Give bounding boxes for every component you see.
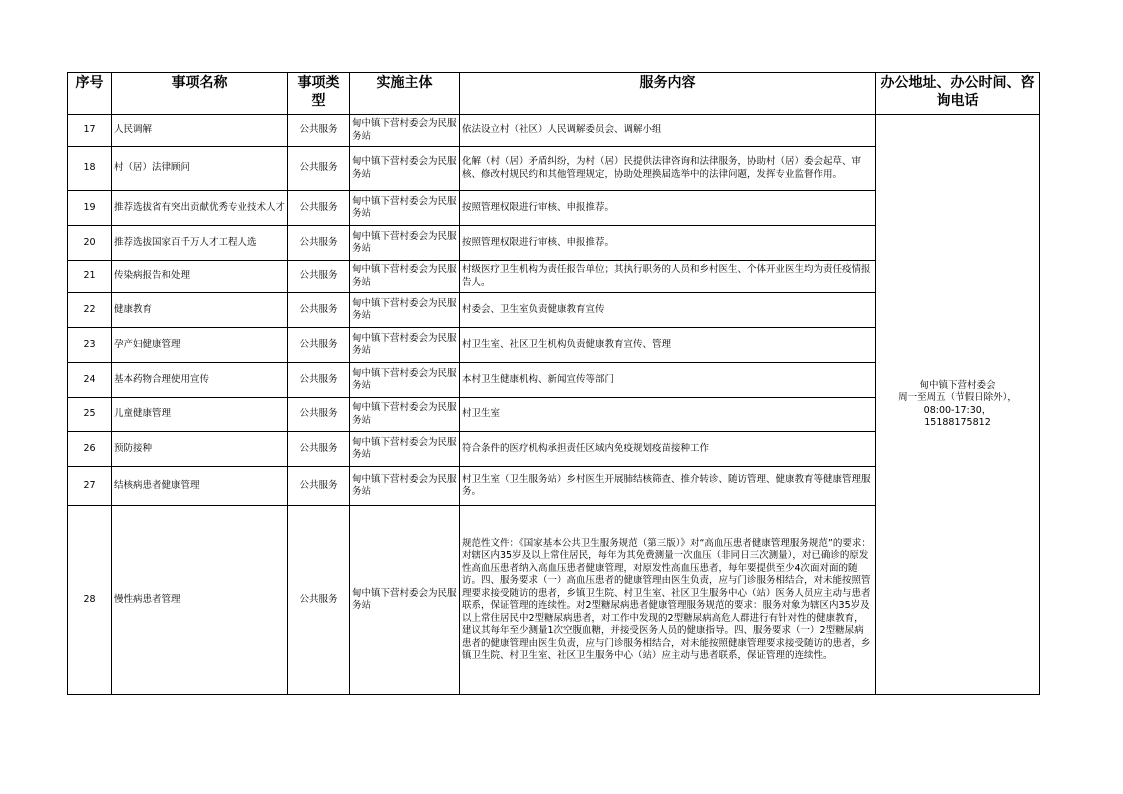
row-idx: 18 xyxy=(68,147,112,191)
row-subject: 甸中镇下营村委会为民服务站 xyxy=(350,261,460,293)
row-subject: 甸中镇下营村委会为民服务站 xyxy=(350,432,460,467)
row-name: 儿童健康管理 xyxy=(112,398,288,432)
row-content: 村卫生室（卫生服务站）乡村医生开展肺结核筛查、推介转诊、随访管理、健康教育等健康管理服务。 xyxy=(460,467,876,506)
row-content: 村级医疗卫生机构为责任报告单位；其执行职务的人员和乡村医生、个体开业医生均为责任疫情报告人。 xyxy=(460,261,876,293)
row-idx: 23 xyxy=(68,328,112,363)
row-idx: 27 xyxy=(68,467,112,506)
row-type: 公共服务 xyxy=(288,147,350,191)
row-type: 公共服务 xyxy=(288,115,350,147)
row-content: 村委会、卫生室负责健康教育宣传 xyxy=(460,293,876,328)
contact-address: 甸中镇下营村委会 xyxy=(919,379,996,391)
row-type: 公共服务 xyxy=(288,467,350,506)
header-content: 服务内容 xyxy=(460,73,876,115)
header-contact: 办公地址、办公时间、咨询电话 xyxy=(876,73,1040,115)
row-type: 公共服务 xyxy=(288,191,350,226)
row-name: 慢性病患者管理 xyxy=(112,506,288,695)
row-name: 传染病报告和处理 xyxy=(112,261,288,293)
table-row xyxy=(68,115,1040,147)
header-row xyxy=(68,73,1040,115)
row-name: 孕产妇健康管理 xyxy=(112,328,288,363)
row-content: 按照管理权限进行审核、申报推荐。 xyxy=(460,226,876,261)
row-content: 村卫生室、社区卫生机构负责健康教育宣传、管理 xyxy=(460,328,876,363)
row-name: 推荐选拔国家百千万人才工程人选 xyxy=(112,226,288,261)
row-subject: 甸中镇下营村委会为民服务站 xyxy=(350,506,460,695)
row-content: 村卫生室 xyxy=(460,398,876,432)
row-idx: 28 xyxy=(68,506,112,695)
row-content: 按照管理权限进行审核、申报推荐。 xyxy=(460,191,876,226)
row-type: 公共服务 xyxy=(288,506,350,695)
row-subject: 甸中镇下营村委会为民服务站 xyxy=(350,226,460,261)
row-name: 村（居）法律顾问 xyxy=(112,147,288,191)
row-idx: 26 xyxy=(68,432,112,467)
row-name: 推荐选拔省有突出贡献优秀专业技术人才 xyxy=(112,191,288,226)
row-idx: 22 xyxy=(68,293,112,328)
row-name: 基本药物合理使用宣传 xyxy=(112,363,288,398)
row-idx: 17 xyxy=(68,115,112,147)
row-subject: 甸中镇下营村委会为民服务站 xyxy=(350,191,460,226)
row-subject: 甸中镇下营村委会为民服务站 xyxy=(350,115,460,147)
row-name: 人民调解 xyxy=(112,115,288,147)
row-idx: 19 xyxy=(68,191,112,226)
row-content: 依法设立村（社区）人民调解委员会、调解小组 xyxy=(460,115,876,147)
service-items-table xyxy=(67,72,1040,695)
header-idx: 序号 xyxy=(68,73,112,115)
row-content: 规范性文件：《国家基本公共卫生服务规范（第三版）》对“高血压患者健康管理服务规范”的要求：对辖区内35岁及以上常住居民，每年为其免费测量一次血压（非同日三次测量），对已确诊的原发性高血压患者纳入高血压患者健康管理，对原发性高血压患者，每年要提供至少4次面对面的随访。四、服务要求（一）高血压患者的健康管理由医生负责，应与门诊服务相结合，对未能按照管理要求接受随访的患者，乡镇卫生院、村卫生室、社区卫生服务中心（站）医务人员应主动与患者联系，保证管理的连续性。对2型糖尿病患者健康管理服务规范的要求：服务对象为辖区内35岁及以上常住居民中2型糖尿病患者，对工作中发现的2型糖尿病高危人群进行有针对性的健康教育，建议其每年至少测量1次空腹血糖，并接受医务人员的健康指导。四、服务要求（一）2型糖尿病患者的健康管理由医生负责，应与门诊服务相结合，对未能按照健康管理要求接受随访的患者，乡镇卫生院、村卫生室、社区卫生服务中心（站）应主动与患者联系，保证管理的连续性。 xyxy=(460,506,876,695)
row-type: 公共服务 xyxy=(288,226,350,261)
header-name: 事项名称 xyxy=(112,73,288,115)
row-type: 公共服务 xyxy=(288,432,350,467)
contact-time: 08:00-17:30， xyxy=(923,404,992,416)
row-content: 符合条件的医疗机构承担责任区域内免疫规划疫苗接种工作 xyxy=(460,432,876,467)
row-idx: 25 xyxy=(68,398,112,432)
row-subject: 甸中镇下营村委会为民服务站 xyxy=(350,363,460,398)
row-idx: 20 xyxy=(68,226,112,261)
row-subject: 甸中镇下营村委会为民服务站 xyxy=(350,147,460,191)
row-type: 公共服务 xyxy=(288,261,350,293)
row-subject: 甸中镇下营村委会为民服务站 xyxy=(350,293,460,328)
row-type: 公共服务 xyxy=(288,398,350,432)
row-content: 本村卫生健康机构、新闻宣传等部门 xyxy=(460,363,876,398)
row-type: 公共服务 xyxy=(288,328,350,363)
contact-cell xyxy=(876,115,1040,695)
header-type: 事项类型 xyxy=(288,73,350,115)
contact-hours: 周一至周五（节假日除外）， xyxy=(898,392,1017,403)
row-name: 健康教育 xyxy=(112,293,288,328)
row-subject: 甸中镇下营村委会为民服务站 xyxy=(350,467,460,506)
row-name: 结核病患者健康管理 xyxy=(112,467,288,506)
row-content: 化解（村（居）矛盾纠纷，为村（居）民提供法律咨询和法律服务，协助村（居）委会起草、审核、修改村规民约和其他管理规定，协助处理换届选举中的法律问题，发挥专业监督作用。 xyxy=(460,147,876,191)
row-type: 公共服务 xyxy=(288,293,350,328)
row-subject: 甸中镇下营村委会为民服务站 xyxy=(350,398,460,432)
row-type: 公共服务 xyxy=(288,363,350,398)
row-subject: 甸中镇下营村委会为民服务站 xyxy=(350,328,460,363)
row-name: 预防接种 xyxy=(112,432,288,467)
row-idx: 24 xyxy=(68,363,112,398)
row-idx: 21 xyxy=(68,261,112,293)
contact-phone: 15188175812 xyxy=(924,417,991,428)
header-subject: 实施主体 xyxy=(350,73,460,115)
